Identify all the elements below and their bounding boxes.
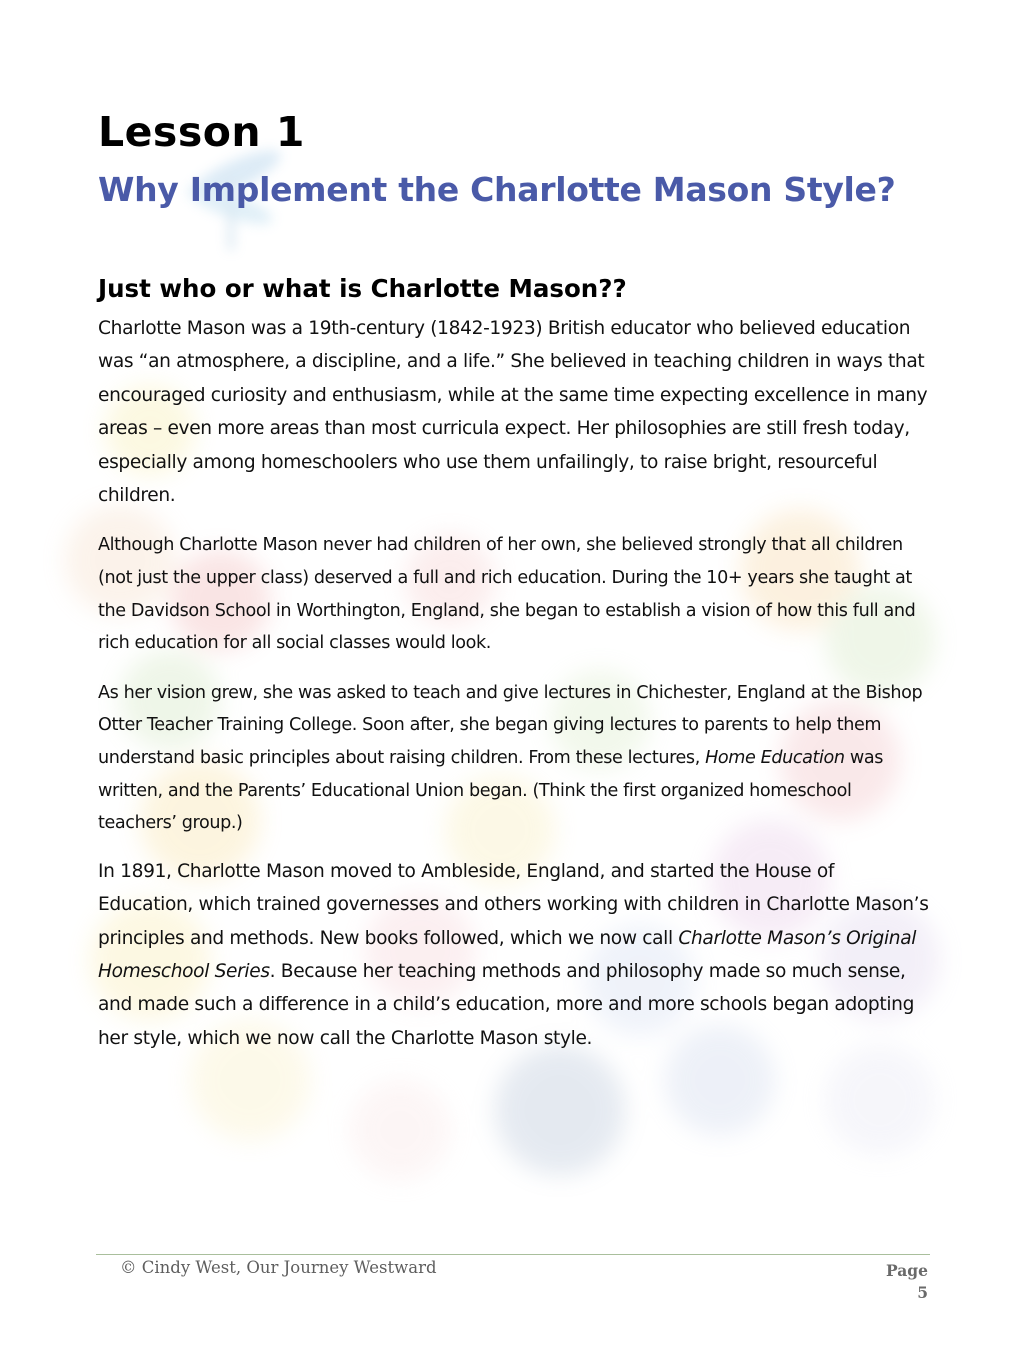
paragraph-4-text-a: In 1891, Charlotte Mason moved to Ambleside, England, and started the House of Education, which trained governesses and others working with children in Charlotte Mason’s principles and methods. New books followed, which we now call: [98, 860, 929, 949]
footer-divider: [96, 1254, 930, 1255]
paragraph-4-text-b: . Because her teaching methods and philosophy made so much sense, and made such a difference in a child’s education, more and more schools began adopting her style, which we now call the Charlotte Mason style.: [98, 961, 915, 1049]
paragraph-2: Although Charlotte Mason never had children of her own, she believed strongly that all children (not just the upper class) deserved a full and rich education. During the 10+ years she taught at the Davidson School in Worthington, England, she began to establish a vision of how this full and rich education for all social classes would look.: [98, 535, 916, 654]
paragraph-3-text-a: As her vision grew, she was asked to teach and give lectures in Chichester, England at the Bishop Otter Teacher Training College. Soon after, she began giving lectures to parents to help them understand basic principles about raising children. From these lectures,: [98, 682, 923, 768]
book-title-original-series: Charlotte Mason’s Original Homeschool Series: [98, 927, 917, 982]
book-title-home-education: Home Education: [705, 748, 845, 768]
section-heading: Just who or what is Charlotte Mason??: [98, 274, 627, 303]
lesson-subtitle: Why Implement the Charlotte Mason Style?: [98, 170, 896, 209]
footer-page: [886, 1260, 928, 1304]
paragraph-4: [98, 855, 930, 1055]
footer-copyright: © Cindy West, Our Journey Westward: [120, 1258, 437, 1277]
lesson-title: Lesson 1: [98, 108, 305, 156]
paragraph-3: [98, 677, 930, 840]
page-label: Page: [886, 1261, 928, 1280]
body-text: [98, 312, 930, 1055]
paragraph-3-text-b: was written, and the Parents’ Educational Union began. (Think the first organized homeschool teachers’ group.): [98, 748, 883, 834]
paragraph-1: Charlotte Mason was a 19th-century (1842-1923) British educator who believed education was “an atmosphere, a discipline, and a life.” She believed in teaching children in ways that encouraged curiosity and enthusiasm, while at the same time expecting excellence in many areas – even more areas than most curricula expect. Her philosophies are still fresh today, especially among homeschoolers who use them unfailingly, to raise bright, resourceful children.: [98, 318, 928, 507]
page-number: 5: [917, 1283, 928, 1302]
